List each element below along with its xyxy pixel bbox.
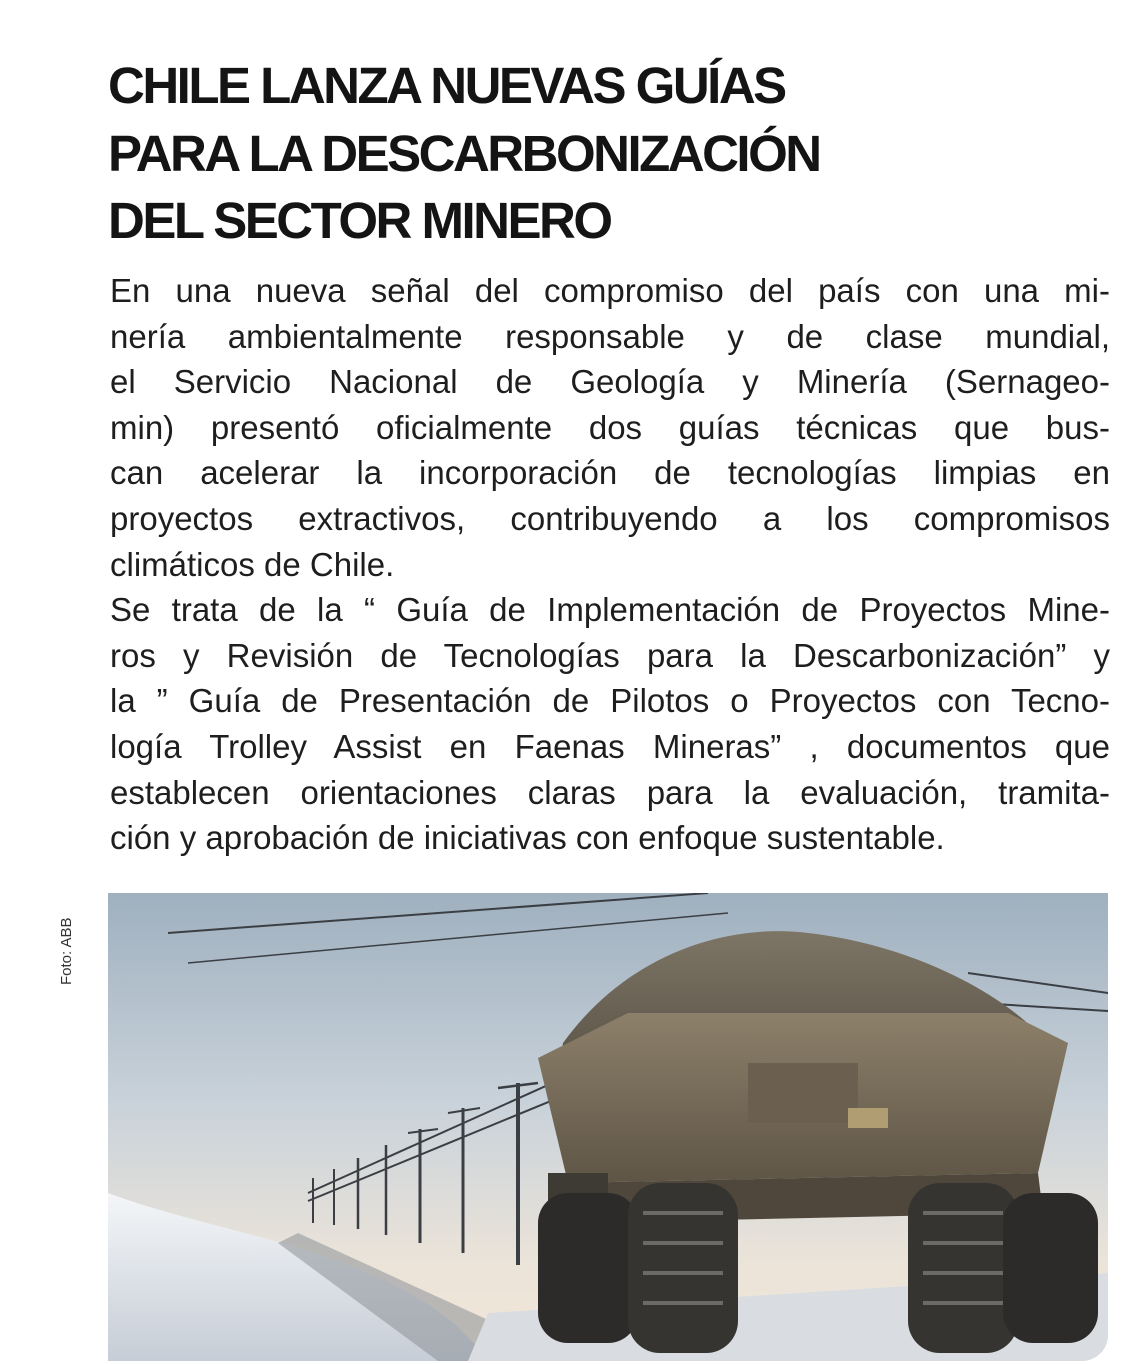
article-photo — [108, 893, 1108, 1361]
article-body — [110, 268, 1110, 861]
body-line: proyectos extractivos, contribuyendo a los compromisos — [110, 499, 1110, 537]
article-headline — [108, 52, 1068, 255]
headline-line: DEL SECTOR MINERO — [108, 192, 611, 249]
body-line: climáticos de Chile. — [110, 545, 395, 583]
body-line: Se trata de la “ Guía de Implementación de Proyectos Mine- — [110, 591, 1110, 629]
body-line: el Servicio Nacional de Geología y Minería (Sernageo- — [110, 363, 1110, 401]
photo-credit: Foto: ABB — [58, 917, 75, 985]
body-line: la ” Guía de Presentación de Pilotos o Proyectos con Tecno- — [110, 682, 1110, 720]
body-line: min) presentó oficialmente dos guías técnicas que bus- — [110, 408, 1110, 446]
body-line: can acelerar la incorporación de tecnologías limpias en — [110, 454, 1110, 492]
body-line: ción y aprobación de iniciativas con enfoque sustentable. — [110, 819, 945, 857]
body-line: logía Trolley Assist en Faenas Mineras” , documentos que — [110, 727, 1110, 765]
body-line: nería ambientalmente responsable y de clase mundial, — [110, 317, 1110, 355]
headline-line: CHILE LANZA NUEVAS GUÍAS — [108, 57, 785, 114]
body-line: ros y Revisión de Tecnologías para la Descarbonización” y — [110, 636, 1110, 674]
body-line: establecen orientaciones claras para la evaluación, tramita- — [110, 773, 1110, 811]
headline-line: PARA LA DESCARBONIZACIÓN — [108, 124, 820, 182]
body-line: En una nueva señal del compromiso del país con una mi- — [110, 272, 1110, 309]
haul-truck-illustration — [108, 893, 1108, 1361]
